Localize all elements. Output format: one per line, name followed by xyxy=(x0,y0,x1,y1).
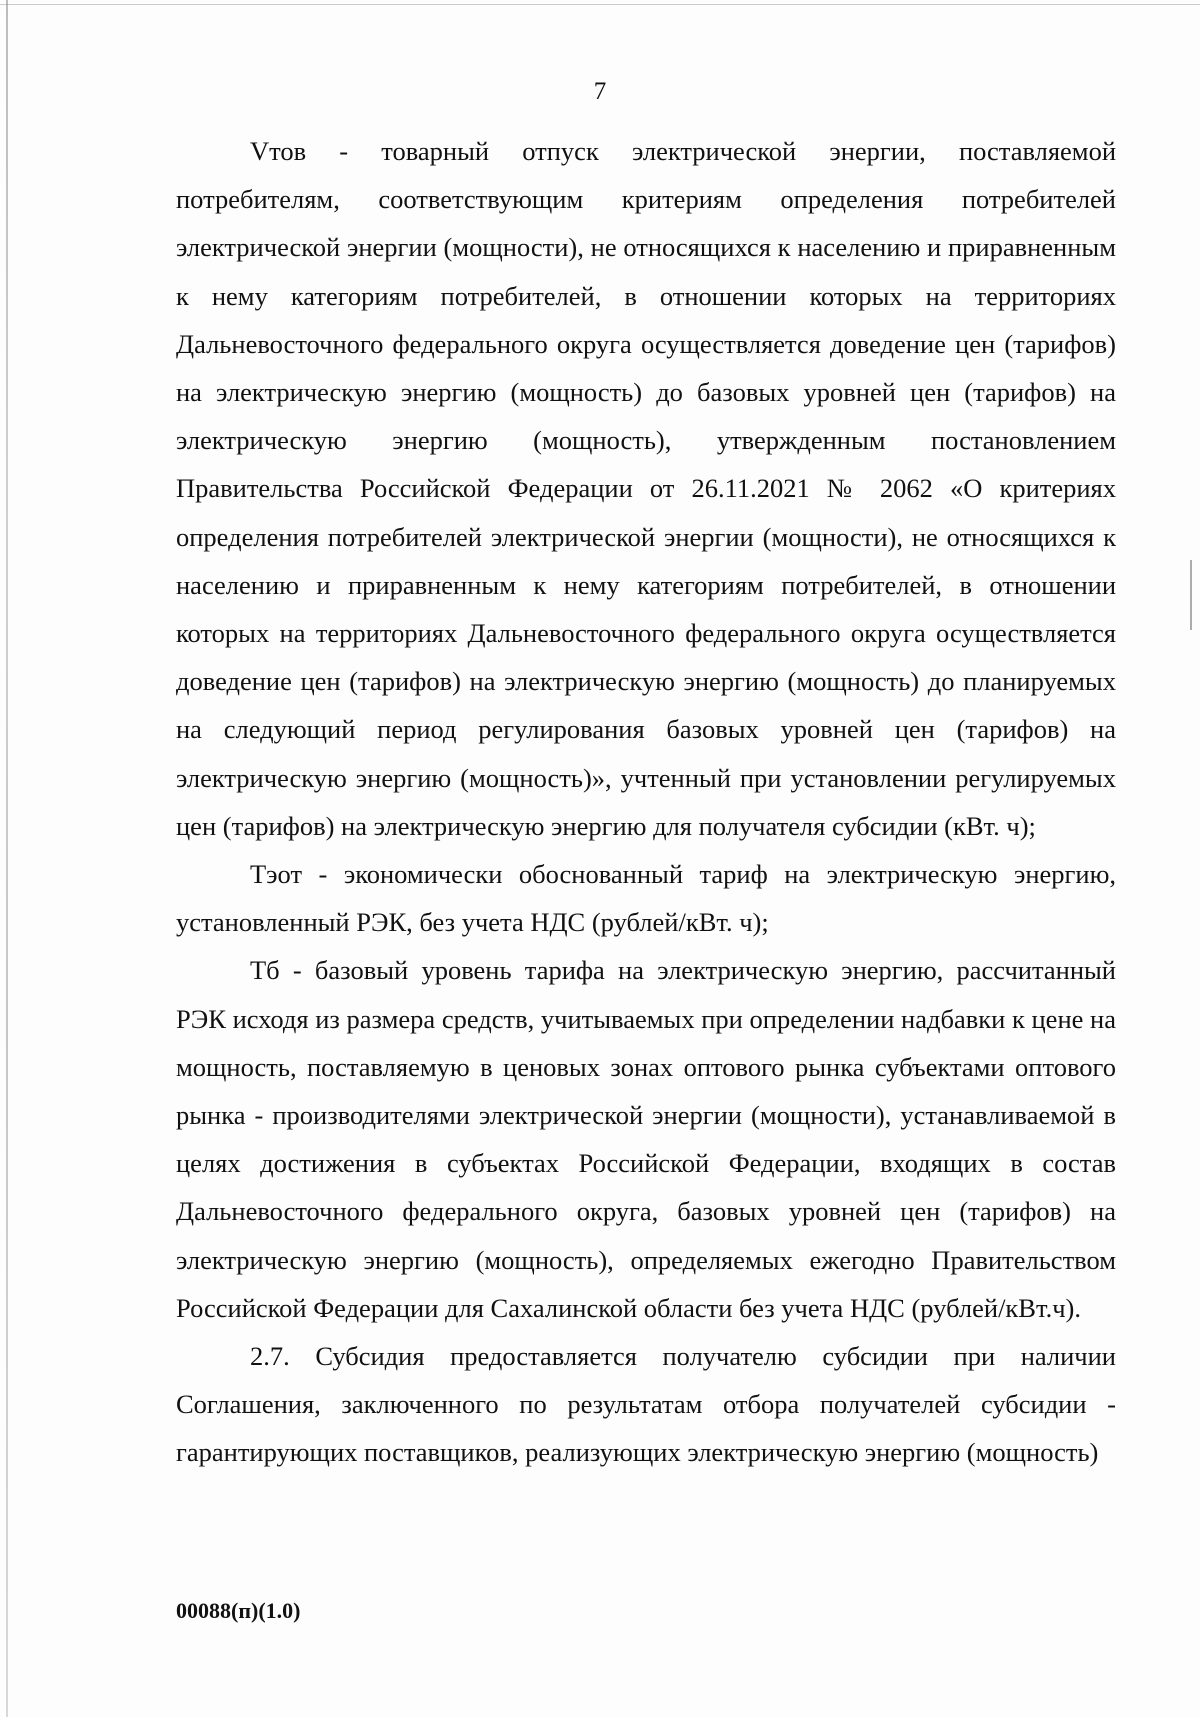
scan-edge-right xyxy=(1190,560,1192,630)
document-code: 00088(п)(1.0) xyxy=(176,1598,301,1623)
paragraph-2-7: 2.7. Субсидия предоставляется получателю субсидии при наличии Соглашения, заключенного по результатам отбора получателей субсидии - гарантирующих поставщиков, реализующих электрическую энергию (мощность) xyxy=(176,1341,1116,1468)
paragraph-tb: Тб - базовый уровень тарифа на электрическую энергию, рассчитанный РЭК исходя из размера средств, учитываемых при определении надбавки к цене на мощность, поставляемую в ценовых зонах оптового рынка субъектами оптового рынка - производителями электрической энергии (мощности), устанавливаемой в целях достижения в субъектах Российской Федерации, входящих в состав Дальневосточного федерального округа, базовых уровней цен (тарифов) на электрическую энергию (мощность), определяемых ежегодно Правительством Российской Федерации для Сахалинской области без учета НДС (рублей/кВт.ч). xyxy=(176,955,1116,1323)
page-number: 7 xyxy=(593,78,607,105)
scan-edge-top xyxy=(0,4,1200,5)
document-body xyxy=(176,127,1116,1477)
paragraph-teot: Тэот - экономически обоснованный тариф на электрическую энергию, установленный РЭК, без учета НДС (рублей/кВт. ч); xyxy=(176,859,1116,938)
paragraph-vtov: Vтов - товарный отпуск электрической энергии, поставляемой потребителям, соответствующим критериям определения потребителей электрической энергии (мощности), не относящихся к населению и приравненным к нему категориям потребителей, в отношении которых на территориях Дальневосточного федерального округа осуществляется доведение цен (тарифов) на электрическую энергию (мощность) до базовых уровней цен (тарифов) на электрическую энергию (мощность), утвержденным постановлением Правительства Российской Федерации от 26.11.2021 № 2062 «О критериях определения потребителей электрической энергии (мощности), не относящихся к населению и приравненным к нему категориям потребителей, в отношении которых на территориях Дальневосточного федерального округа осуществляется доведение цен (тарифов) на электрическую энергию (мощность) до планируемых на следующий период регулирования базовых уровней цен (тарифов) на электрическую энергию (мощность)», учтенный при установлении регулируемых цен (тарифов) на электрическую энергию для получателя субсидии (кВт. ч); xyxy=(176,136,1116,841)
scan-edge-left xyxy=(6,0,8,1717)
